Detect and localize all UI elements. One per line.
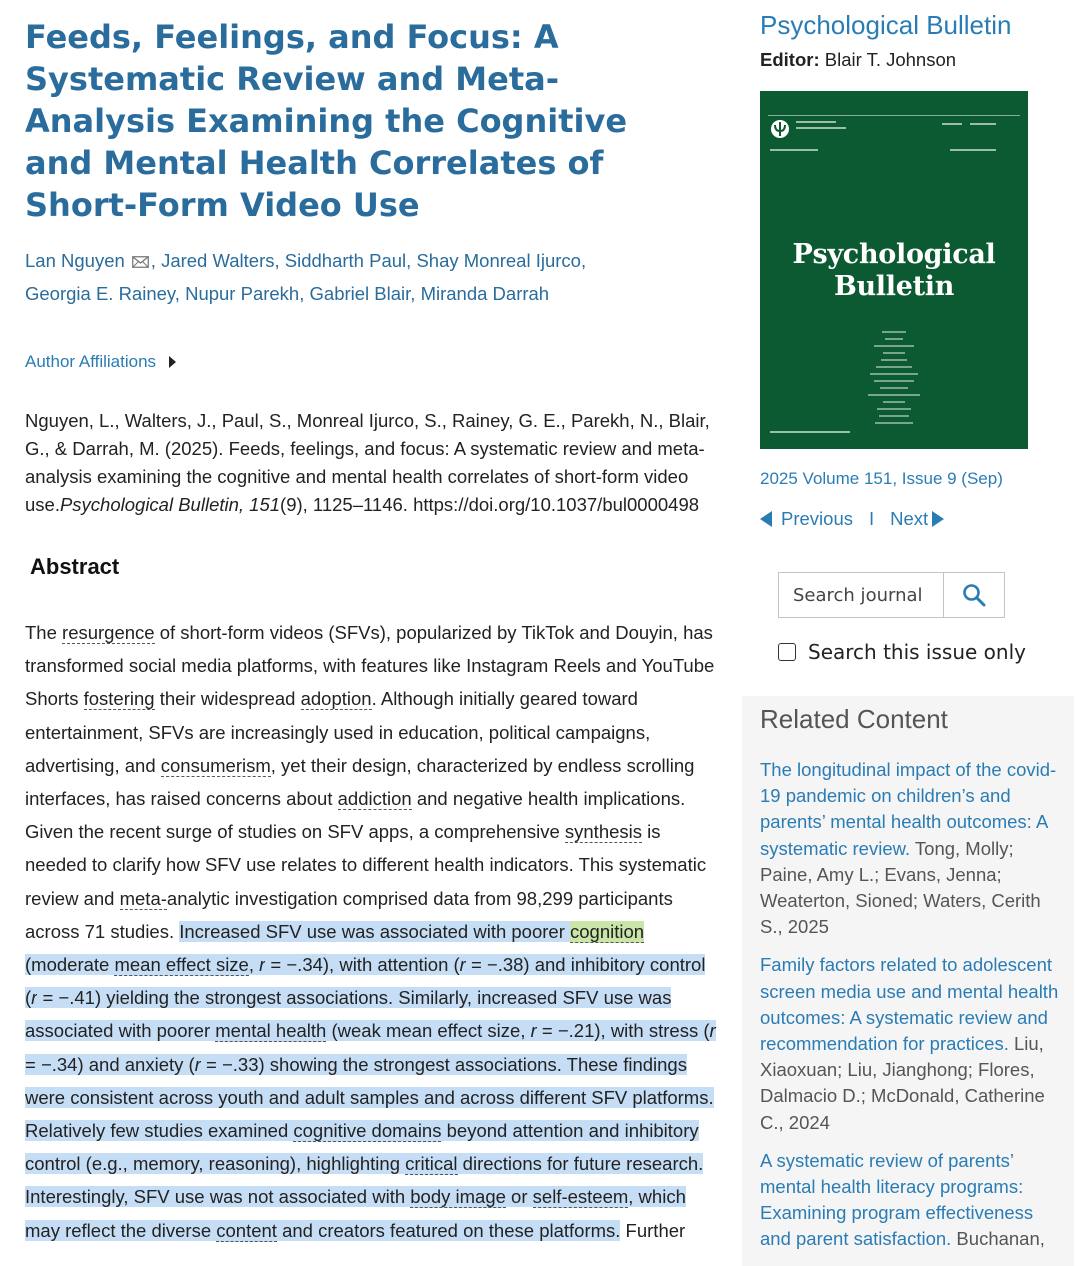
abstract-segment: = −.33) showing the strongest associations. These findings were consistent across youth and adult samples and across different SFV platforms. Relatively few studies examined [25,1053,714,1142]
author-link[interactable]: Siddharth Paul [284,250,407,271]
mail-icon[interactable] [132,256,149,268]
author-link[interactable]: Nupur Parekh [185,283,300,304]
abstract-segment: of short-form videos (SFVs), popularized by TikTok and Douyin, has transformed social media platforms, with features like Instagram Reels and YouTube Shorts [25,622,715,710]
abstract-segment: (moderate [25,954,115,976]
related-article-link[interactable]: A systematic review of parents’ mental health literacy programs: Examining program effectiveness and parent satisfaction. [760,1149,1034,1250]
abstract-segment: and negative health implications. Given the recent surge of studies on SFV apps, a comprehensive [25,788,686,843]
glossary-term[interactable]: cognitive domains [293,1120,442,1142]
search-issue-only-label: Search this issue only [808,640,1026,664]
search-button[interactable] [943,572,1005,618]
stat-symbol: r [259,954,266,976]
abstract-segment: (weak mean effect size, [326,1020,531,1042]
related-content-heading: Related Content [760,704,948,734]
glossary-term[interactable]: adoption [300,688,372,710]
author-link[interactable]: Jared Walters [161,250,275,271]
cover-rule [768,115,1020,116]
citation-rest: (9), 1125–1146. https://doi.org/10.1037/bul0000498 [280,494,700,515]
citation-journal: Psychological Bulletin, 151 [59,494,281,515]
abstract-segment: = −.34) and anxiety ( [25,1053,195,1075]
author-link[interactable]: Shay Monreal Ijurco [416,250,581,271]
abstract-segment: , which may reflect the diverse [25,1186,686,1241]
glossary-term[interactable]: cognition [570,920,645,942]
journal-name[interactable]: Psychological Bulletin [760,10,1012,40]
abstract-segment: their widespread [154,688,301,710]
abstract-segment: = −.34), with attention ( [265,954,460,976]
glossary-term[interactable]: synthesis [564,821,643,843]
apa-logo-icon [770,119,790,139]
related-article-meta: Liu, Xiaoxuan; Liu, Jianghong; Flores, Dalmacio D.; McDonald, Catherine C., 2024 [760,1033,1045,1133]
cover-title: Psychological Bulletin [792,239,996,302]
search-icon [962,583,986,607]
editor-name: Blair T. Johnson [824,49,957,70]
related-list [760,757,1060,1265]
stat-symbol: r [709,1020,716,1042]
issue-link[interactable]: 2025 Volume 151, Issue 9 (Sep) [760,469,1003,488]
issue-navigation [760,508,944,530]
cover-fine-print [950,149,996,151]
glossary-term[interactable]: consumerism [160,754,271,776]
abstract-segment: = −.41) yielding the strongest associations. Similarly, increased SFV use was associated with poorer [25,987,672,1042]
stat-symbol: r [459,954,466,976]
cover-fine-print [770,149,818,151]
affiliations-label: Author Affiliations [25,352,157,371]
search-issue-only-checkbox[interactable] [778,643,796,661]
abstract-segment: or [505,1186,533,1208]
citation-text: Nguyen, L., Walters, J., Paul, S., Monreal Ijurco, S., Rainey, G. E., Parekh, N., Blair, G., & Darrah, M. (2025). Feeds, feelings, and focus: A systematic review and meta-analysis examining the cognitive and mental health correlates of short-form video use. [25,410,710,515]
glossary-term[interactable]: fostering [83,688,155,710]
glossary-term[interactable]: mental health [215,1020,327,1042]
journal-cover[interactable] [760,91,1028,449]
editor-line [760,49,956,71]
previous-label: Previous [781,508,853,529]
abstract-segment: = −.38) and inhibitory control ( [25,954,706,1009]
author-link[interactable]: Georgia E. Rainey [25,283,175,304]
article-title: Feeds, Feelings, and Focus: A Systematic Review and Meta-Analysis Examining the Cognitive and Mental Health Correlates of Short-Form Video Use [25,18,628,224]
caret-right-icon [169,356,176,368]
nav-separator: I [868,508,875,529]
next-issue-link[interactable] [890,508,944,530]
author-affiliations-toggle[interactable] [25,352,176,372]
abstract-segment: Increased SFV use was associated with poorer [179,920,570,942]
related-content-panel [742,696,1074,1266]
abstract-segment: directions for future research. Interestingly, SFV use was not associated with [25,1153,704,1208]
stat-symbol: r [31,987,38,1009]
abstract-segment: The [25,622,63,643]
stat-symbol: r [530,1020,537,1042]
journal-search [778,572,1005,618]
cover-fine-print [942,123,962,125]
related-article-link[interactable]: The longitudinal impact of the covid-19 pandemic on children’s and parents’ mental health outcomes: A systematic review. [760,759,1057,859]
cover-editor-list [864,331,924,429]
glossary-term[interactable]: content [216,1219,277,1241]
list-item [760,952,1060,1135]
stat-symbol: r [194,1053,201,1075]
glossary-term[interactable]: body image [410,1186,506,1208]
author-link[interactable]: Gabriel Blair [309,283,411,304]
abstract-segment: = −.21), with stress ( [536,1020,710,1042]
list-item [760,1148,1060,1253]
author-list: Lan Nguyen , Jared Walters, Siddharth Paul, Shay Monreal Ijurco, Georgia E. Rainey, Nupur Parekh, Gabriel Blair, Miranda Darrah [25,250,587,304]
abstract-segment: , [248,954,260,976]
next-label: Next [890,508,929,529]
cover-fine-print [796,127,846,129]
glossary-term[interactable]: resurgence [62,622,155,643]
search-journal-input[interactable] [778,572,943,618]
abstract-segment: and creators featured on these platforms. [276,1219,621,1241]
author-link[interactable]: Miranda Darrah [420,283,550,304]
abstract-heading: Abstract [30,554,120,579]
glossary-term[interactable]: meta- [119,887,167,909]
search-issue-only[interactable] [778,640,1026,664]
arrow-right-icon [932,511,944,527]
previous-issue-link[interactable] [760,508,853,530]
list-item [760,757,1060,940]
related-article-meta: Tong, Molly; Paine, Amy L.; Evans, Jenna; Weaterton, Sioned; Waters, Cerith S., 2025 [760,837,1041,938]
abstract-segment: , yet their design, characterized by endless scrolling interfaces, has raised concerns about [25,754,695,810]
citation [25,407,715,519]
arrow-left-icon [760,511,772,527]
cover-fine-print [970,123,996,125]
glossary-term[interactable]: self-esteem [532,1186,629,1208]
related-article-meta: Buchanan, [951,1228,1045,1250]
abstract-segment: . Although initially geared toward entertainment, SFVs are increasingly used in education, political campaigns, advertising, and [25,688,651,776]
glossary-term[interactable]: critical [405,1153,458,1175]
abstract-segment: Further [620,1219,686,1241]
related-article-link[interactable]: Family factors related to adolescent screen media use and mental health outcomes: A systematic review and recommendation for practices. [760,954,1059,1055]
abstract-segment: is needed to clarify how SFV use relates to different health indicators. This systematic review and [25,821,707,909]
glossary-term[interactable]: mean effect size [114,954,249,976]
abstract-text [25,616,717,1247]
glossary-term[interactable]: addiction [337,788,412,810]
cover-fine-print [770,431,850,433]
cover-fine-print [796,121,836,123]
abstract-segment: beyond attention and inhibitory control (e.g., memory, reasoning), highlighting [25,1120,699,1175]
author-link[interactable]: Lan Nguyen [25,250,125,271]
abstract-segment: analytic investigation comprised data from 98,299 participants across 71 studies. [25,887,673,942]
editor-label: Editor: [760,49,820,70]
